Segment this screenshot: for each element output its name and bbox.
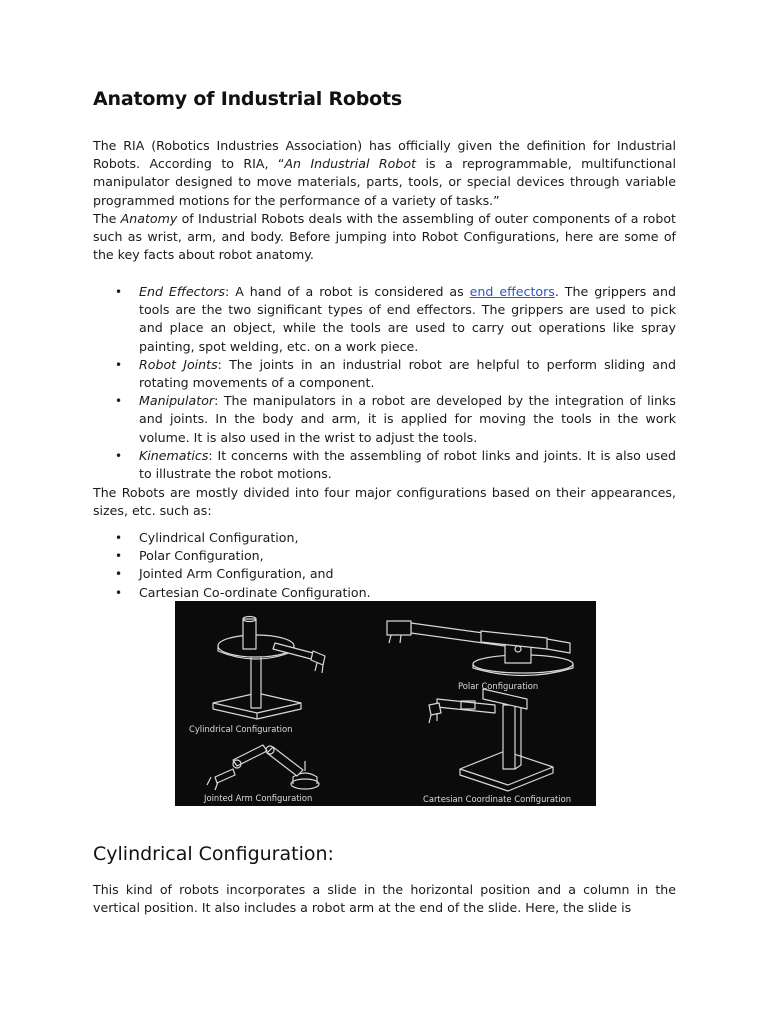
polar-caption: Polar Configuration	[458, 681, 539, 691]
intro-text-tail: is a reprogrammable, multifunctional manipulator designed to move materials, parts, tools, or special devices through variable programmed motions for the performance of a variety of tasks.”	[93, 156, 676, 208]
cartesian-robot-drawing	[429, 689, 553, 791]
intro-paragraph	[93, 137, 676, 264]
robot-configurations-figure	[175, 601, 596, 806]
fact-text: : It concerns with the assembling of robot links and joints. It is also used to illustrate the robot motions.	[139, 447, 676, 482]
anatomy-text-tail: of Industrial Robots deals with the assembling of outer components of a robot such as wrist, arm, and body. Before jumping into Robot Configurations, here are some of the key facts about robot anatomy.	[93, 210, 676, 263]
config-label: Jointed Arm Configuration, and	[139, 566, 334, 582]
cylindrical-caption: Cylindrical Configuration	[189, 724, 293, 734]
anatomy-emphasis: Anatomy	[120, 210, 178, 226]
bullet-icon: •	[115, 549, 123, 564]
bullet-icon: •	[115, 567, 123, 582]
fact-text: : The joints in an industrial robot are helpful to perform sliding and rotating movements of a component.	[139, 356, 677, 391]
fact-term: Kinematics	[139, 447, 209, 463]
list-item	[93, 447, 676, 483]
bullet-icon: •	[115, 394, 123, 409]
section-heading: Cylindrical Configuration:	[93, 843, 334, 865]
polar-robot-drawing	[387, 621, 573, 676]
fact-term: Manipulator	[139, 393, 215, 409]
intro-emphasis: An Industrial Robot	[284, 156, 417, 172]
fact-text: : A hand of a robot is considered as	[225, 284, 470, 299]
bullet-icon: •	[115, 531, 123, 545]
list-item	[93, 529, 676, 547]
intro-text: The RIA (Robotics Industries Association) has officially given the definition for Industrial Robots. According to RIA, “	[93, 138, 676, 172]
end-effectors-link[interactable]: end effectors	[469, 284, 555, 299]
bullet-icon: •	[115, 357, 123, 372]
fact-term: Robot Joints	[139, 356, 218, 372]
jointed-arm-robot-drawing	[207, 745, 319, 790]
cylindrical-robot-drawing	[213, 617, 325, 720]
fact-text: : The manipulators in a robot are developed by the integration of links and joints. In the body and arm, it is applied for moving the tools in the work volume. It is also used in the wrist to adjust the tools.	[139, 393, 676, 445]
list-item	[93, 283, 676, 356]
page-title: Anatomy of Industrial Robots	[93, 88, 402, 110]
list-item	[93, 392, 676, 447]
configurations-intro: The Robots are mostly divided into four major configurations based on their appearances, sizes, etc. such as:	[93, 485, 676, 519]
anatomy-facts-list	[93, 283, 676, 483]
list-item	[93, 356, 676, 392]
list-item	[93, 547, 676, 565]
section-paragraph: This kind of robots incorporates a slide in the horizontal position and a column in the vertical position. It also includes a robot arm at the end of the slide. Here, the slide is	[93, 882, 676, 916]
list-item	[93, 584, 676, 602]
bullet-icon: •	[115, 285, 123, 299]
bullet-icon: •	[115, 585, 123, 600]
config-label: Cylindrical Configuration,	[139, 530, 299, 545]
fact-term: End Effectors	[139, 284, 225, 299]
jointed-arm-caption: Jointed Arm Configuration	[204, 793, 313, 803]
configurations-list	[93, 529, 676, 602]
bullet-icon: •	[115, 448, 123, 463]
config-label: Cartesian Co-ordinate Configuration.	[139, 584, 371, 600]
list-item	[93, 565, 676, 583]
anatomy-text: The	[93, 210, 121, 226]
fact-text-tail: . The grippers and tools are the two significant types of end effectors. The grippers are used to pick and place an object, while the tools are used to carry out operations like spray painting, spot welding, etc. on a work piece.	[139, 284, 676, 354]
config-label: Polar Configuration,	[139, 548, 264, 564]
robot-configurations-illustration	[175, 601, 596, 806]
cartesian-caption: Cartesian Coordinate Configuration	[423, 794, 572, 804]
